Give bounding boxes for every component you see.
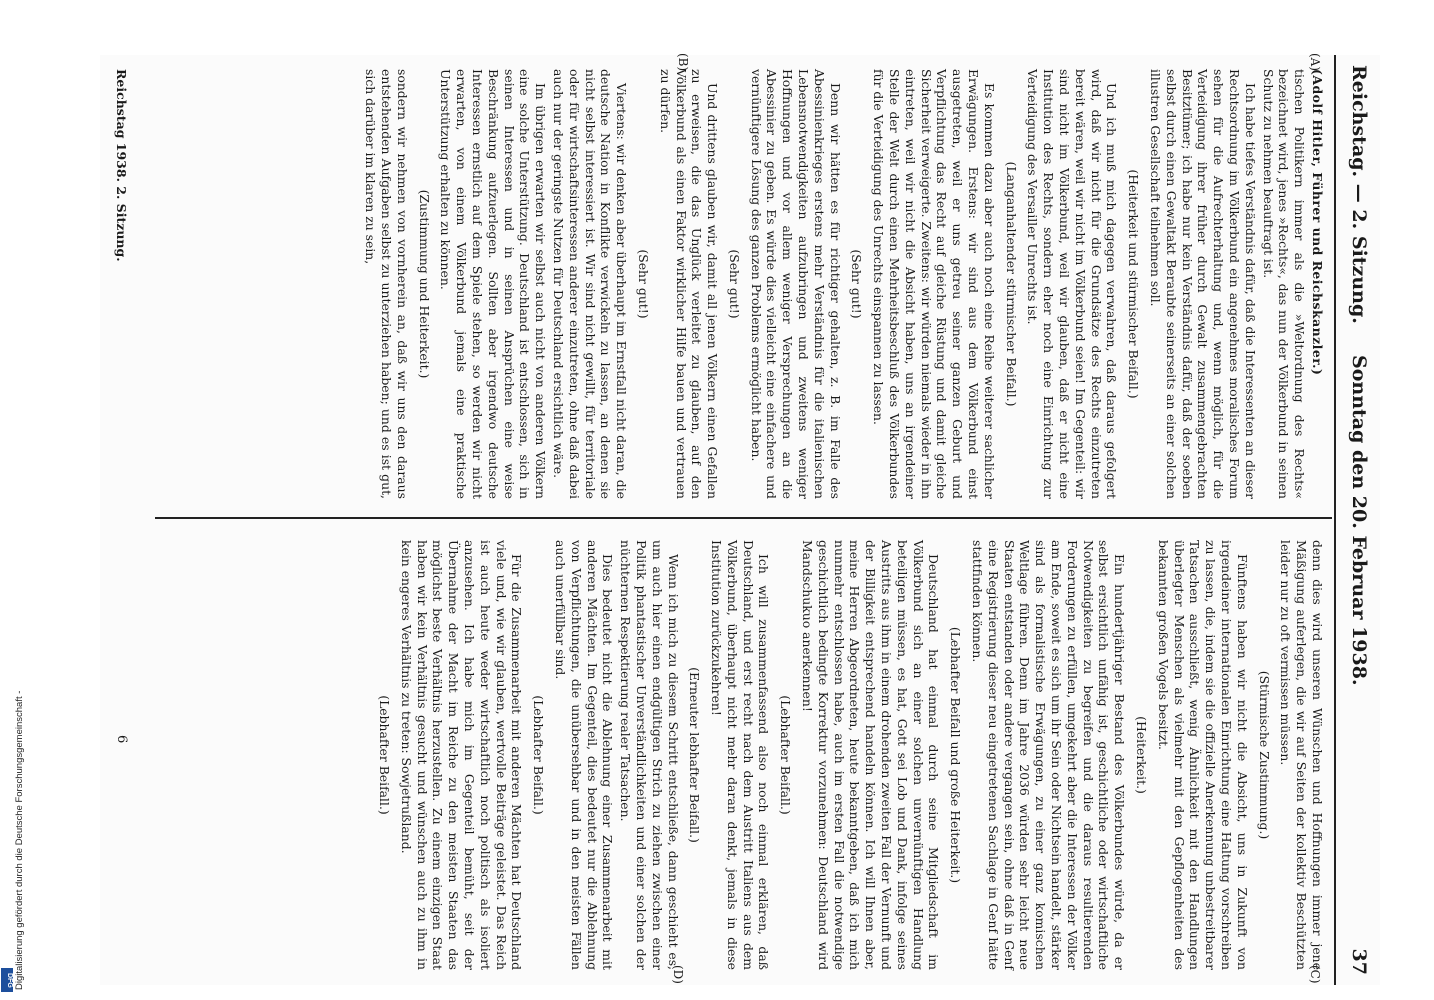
paragraph: Für die Zusammenarbeit mit anderen Mächten hat Deutschland viele und, wie wir glauben, wertvolle Beiträge geleistet. Das Reich ist auch heute weder wirtschaftlich noch politisch als isoliert anzusehen. Ich habe mich im Gegenteil bemüht, seit der Übernahme der Macht im Reiche zu den meisten Staaten das möglichst beste Verhältnis herzustellen. Zu einem einzigen Staat haben wir kein Verhältnis gesucht und wünschen auch zu ihm in kein engeres Verhältnis zu treten: Sowjetrußland. xyxy=(398,540,525,970)
paragraph: Dies bedeutet nicht die Ablehnung einer Zusammenarbeit mit anderen Mächten. Im Gegenteil, dies bedeutet nur die Ablehnung von Verpflichtungen, die unübersehbar und in den meisten Fällen auch unerfüllbar sind. xyxy=(552,540,616,970)
paragraph: Wenn ich mich zu diesem Schritt entschließe, dann geschieht es, um auch hier einen endgültigen Strich zu ziehen zwischen einer Politik phantastischer Unverständlichkeiten und einer solchen der nüchternen Respektierung realer Tatsachen. xyxy=(618,540,681,970)
paragraph: Es kommen dazu aber auch noch eine Reihe weiterer sachlicher Erwägungen. Erstens: wir sind aus dem Völkerbund einst ausgetreten, weil er uns getreu seiner ganzen Geburt und Verpflichtung das Recht auf gleiche Rüstung und damit gleiche Sicherheit verweigerte. Zweitens: wir würden niemals wieder in ihn eintreten, weil wir nicht die Absicht haben, uns an irgendeiner Stelle der Welt durch einen Mehrheitsbeschluß des Völkerbundes für die Verteidigung des Unrechts einspannen zu lassen. xyxy=(871,69,997,499)
digitization-sidebar xyxy=(0,0,25,1000)
column-divider xyxy=(155,517,1332,519)
reaction: (Stürmische Zustimmung.) xyxy=(1256,670,1272,840)
header-rule xyxy=(1334,55,1336,985)
header-date: Sonntag den 20. Februar 1938. xyxy=(1348,355,1370,686)
margin-mark-d: (D) xyxy=(671,965,685,984)
reaction: (Lebhafter Beifall.) xyxy=(531,695,547,815)
paragraph: Und ich muß mich dagegen verwahren, daß daraus gefolgert wird, daß wir nicht für die Grundsätze des Rechts einzutreten bereit wären, weil wir nicht im Völkerbund seien! Im Gegenteil: wir sind nicht im Völkerbund, weil wir glauben, daß er nicht eine Institution des Rechts, sondern eher noch eine Einrichtung zur Verteidigung des Versailler Unrechts ist. xyxy=(1025,69,1120,499)
margin-mark-a: (A) xyxy=(1308,53,1322,72)
paragraph: Im übrigen erwarten wir selbst auch nicht von anderen Völkern eine solche Unterstützung. Deutschland ist entschlossen, sich in seinen Interessen und in seinen Ansprüchen eine weise Beschränkung aufzuerlegen. Sollten aber irgendwo deutsche Interessen ernstlich auf dem Spiele stehen, so werden wir nicht erwarten, von einem Völkerbund jemals eine praktische Unterstützung erhalten zu können. xyxy=(438,69,549,499)
header-left: Reichstag. — 2. Sitzung. xyxy=(1348,65,1370,324)
reaction: (Heiterkeit und stürmischer Beifall.) xyxy=(1126,169,1142,399)
left-column xyxy=(360,69,1325,499)
paragraph: Ich habe tiefes Verständnis dafür, daß die Interessenten an dieser Rechtsordnung im Völkerbund ein angenehmes moralisches Forum sehen für die Aufrechterhaltung und, wenn möglich, für die Verteidigung ihrer früher durch Gewalt zusammengebrachten Besitztümer; ich habe nur kein Verständnis dafür, daß der soeben selbst durch einen Gewaltakt Beraubte seinerseits an einer solchen illustren Gesellschaft teilnehmen soll. xyxy=(1148,69,1258,499)
paragraph: Ein hundertjähriger Bestand des Völkerbundes würde, da er selbst ersichtlich unfähig ist, geschichtliche oder wirtschaftliche Notwendigkeiten zu begreifen und die daraus resultierenden Forderungen zu erfüllen, umgekehrt aber die Interessen der Völker am Ende, soweit es sich um ihr Sein oder Nichtsein handelt, stärker sind als formalistische Erwägungen, zu einer ganz komischen Weltlage führen. Denn im Jahre 2036 würden sehr leicht neue Staaten entstanden oder andere vergangen sein, ohne daß in Genf eine Registrierung dieser neu eingetretenen Sachlage in Genf hätte stattfinden können. xyxy=(970,540,1128,970)
reaction: (Sehr gut!) xyxy=(635,249,651,319)
paragraph: Ich will zusammenfassend also noch einmal erklären, daß Deutschland, und erst recht nach dem Austritt Italiens aus dem Völkerbund, überhaupt nicht mehr daran denkt, jemals in diese Institution zurückzukehren! xyxy=(709,540,772,970)
reaction: (Sehr gut!) xyxy=(726,249,742,319)
right-column xyxy=(370,540,1325,970)
footer-session: Reichstag 1938. 2. Sitzung. xyxy=(114,69,129,262)
reaction: (Langanhaltender stürmischer Beifall.) xyxy=(1003,161,1019,407)
paragraph: sondern wir nehmen von vornherein an, daß wir uns den daraus entstehenden Aufgaben selbst zu unterziehen haben; und es ist gut, sich darüber im klaren zu sein, xyxy=(363,69,410,499)
reaction: (Heiterkeit.) xyxy=(1134,716,1150,794)
reaction: (Zustimmung und Heiterkeit.) xyxy=(416,189,432,379)
speaker-line: (Adolf Hitler, Führer und Reichskanzler.) xyxy=(1310,69,1325,376)
reaction: (Lebhafter Beifall.) xyxy=(376,695,392,815)
margin-mark-c: (C) xyxy=(1308,965,1322,984)
dfg-logo: DFG xyxy=(1,968,13,992)
digitization-note: Digitalisierung gefördert durch die Deutsche Forschungsgemeinschaft - xyxy=(14,690,25,990)
paragraph: Deutschland hat einmal durch seine Mitgliedschaft im Völkerbund sich an einer solchen unvernünftigen Handlung beteiligen müssen, es hat, Gott sei Lob und Dank, infolge seines Austritts aus ihm in einem drohenden zweiten Fall der Vernunft und der Billigkeit entsprechend handeln können. Ich will Ihnen aber, meine Herren Abgeordneten, heute bekanntgeben, daß ich mich nunmehr entschlossen habe, auch im ersten Fall die notwendige geschichtlich bedingte Korrektur vorzunehmen: Deutschland wird Mandschukuo anerkennen! xyxy=(800,540,942,970)
reaction: (Lebhafter Beifall.) xyxy=(778,695,794,815)
document-page xyxy=(100,55,1380,985)
paragraph: denn dies wird unseren Wünschen und Hoffnungen immer jene Mäßigung auferlegen, die wir auf Seiten der kollektiv Beschützten leider nur zu oft vermissen müssen. xyxy=(1278,540,1325,970)
page-header xyxy=(1340,55,1370,985)
paragraph: Denn wir hätten es für richtiger gehalten, z. B. im Falle des Abessinienkrieges erstens mehr Verständnis für die italienischen Lebensnotwendigkeiten aufzubringen und zweitens weniger Hoffnungen und vor allem weniger Versprechungen an die Abessinier zu geben. Es würde dies vielleicht eine einfachere und vernünftigere Lösung des ganzen Problems ermöglicht haben. xyxy=(748,69,843,499)
reaction: (Erneuter lebhafter Beifall.) xyxy=(687,667,703,843)
paragraph: Und drittens glauben wir, damit all jenen Völkern einen Gefallen zu erweisen, die das Unglück verleitet zu glauben, auf den Völkerbund als einen Faktor wirklicher Hilfe bauen und vertrauen zu dürfen. xyxy=(657,69,721,499)
reaction: (Sehr gut!) xyxy=(849,249,865,319)
header-page-number: 37 xyxy=(1348,948,1370,975)
footer-page-number: 6 xyxy=(114,735,129,744)
paragraph: tischen Politikern immer als die »Weltordnung des Rechts« bezeichnet wird, jenes »Rechts«, das nun der Völkerbund in seinen Schutz zu nehmen beauftragt ist. xyxy=(1260,69,1308,499)
paragraph: Fünftens haben wir nicht die Absicht, uns in Zukunft von irgendeiner internationalen Einrichtung eine Haltung vorschreiben zu lassen, die, indem sie die offizielle Anerkennung unbestreitbarer Tatsachen ausschließt, wenig Ähnlichkeit mit den Handlungen überlegter Menschen als vielmehr mit den Gepflogenheiten des bekannten großen Vogels besitzt. xyxy=(1155,540,1250,970)
paragraph: Viertens: wir denken aber überhaupt im Ernstfall nicht daran, die deutsche Nation in Konflikte verwickeln zu lassen, an denen sie nicht selbst interessiert ist. Wir sind nicht gewillt, für territoriale oder für wirtschaftsinteressen anderer einzutreten, ohne daß dabei auch nur der geringste Nutzen für Deutschland ersichtlich wäre. xyxy=(550,69,630,499)
reaction: (Lebhafter Beifall und große Heiterkeit.) xyxy=(948,626,964,884)
margin-mark-b: (B) xyxy=(676,53,690,72)
